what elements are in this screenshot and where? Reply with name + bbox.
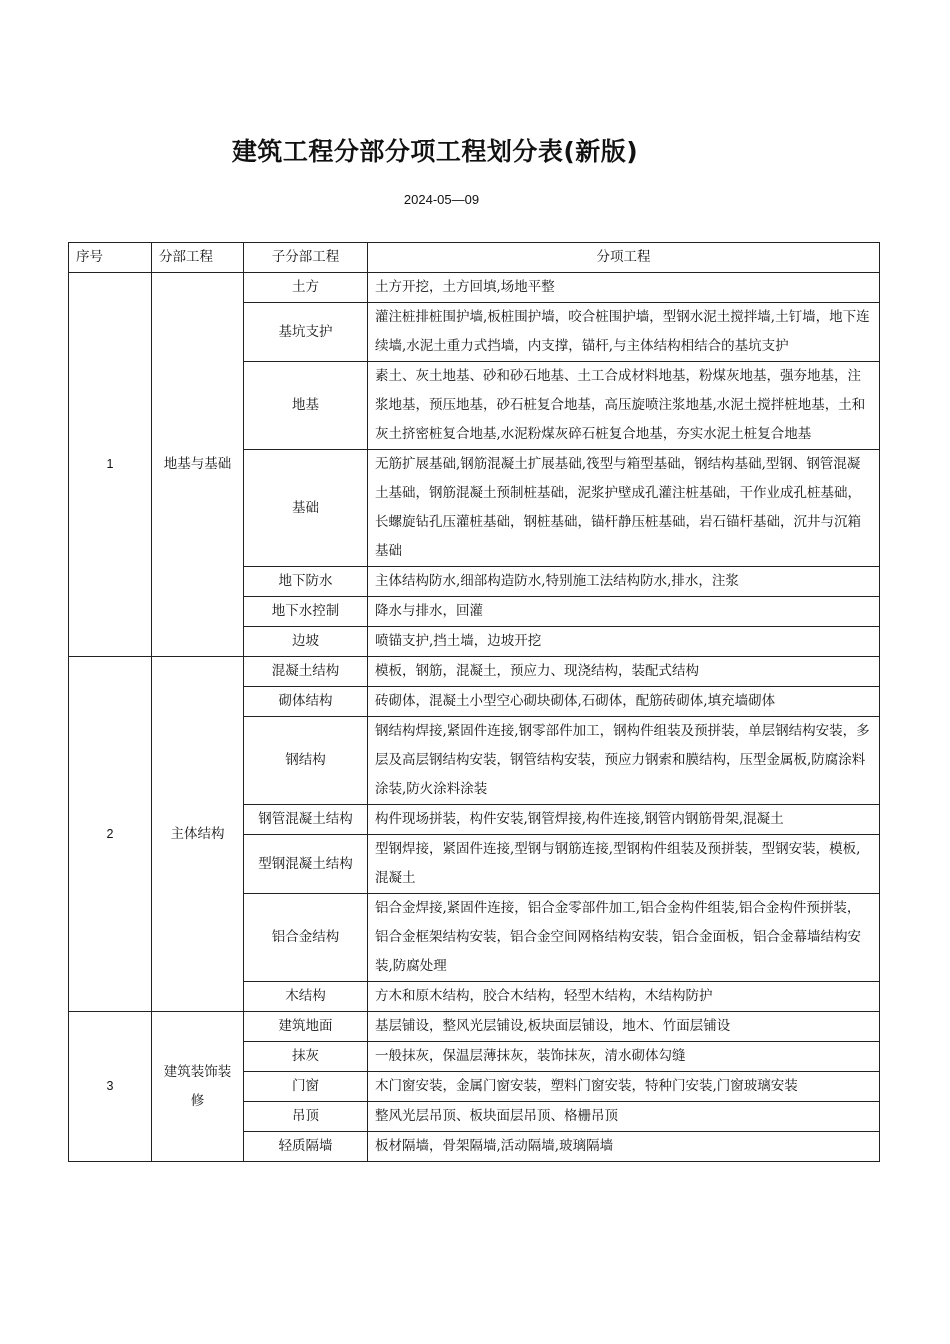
subdivision-cell: 地基 [244,362,368,450]
subdivision-cell: 地下水控制 [244,597,368,627]
items-cell: 方木和原木结构，胶合木结构，轻型木结构，木结构防护 [368,982,880,1012]
items-cell: 灌注桩排桩围护墙,板桩围护墙，咬合桩围护墙，型钢水泥土搅拌墙,土钉墙，地下连续墙,水泥土重力式挡墙，内支撑，锚杆,与主体结构相结合的基坑支护 [368,303,880,362]
subdivision-cell: 基础 [244,450,368,567]
seq-cell: 3 [69,1012,152,1162]
items-cell: 土方开挖，土方回填,场地平整 [368,273,880,303]
items-cell: 素土、灰土地基、砂和砂石地基、土工合成材料地基，粉煤灰地基，强夯地基，注浆地基，预压地基，砂石桩复合地基，高压旋喷注浆地基,水泥土搅拌桩地基，土和灰土挤密桩复合地基,水泥粉煤灰碎石桩复合地基，夯实水泥土桩复合地基 [368,362,880,450]
subdivision-cell: 抹灰 [244,1042,368,1072]
items-cell: 砖砌体，混凝土小型空心砌块砌体,石砌体，配筋砖砌体,填充墙砌体 [368,687,880,717]
subdivision-cell: 钢管混凝土结构 [244,805,368,835]
items-cell: 主体结构防水,细部构造防水,特别施工法结构防水,排水，注浆 [368,567,880,597]
subdivision-cell: 边坡 [244,627,368,657]
items-cell: 钢结构焊接,紧固件连接,钢零部件加工，钢构件组装及预拼装，单层钢结构安装，多层及高层钢结构安装，钢管结构安装，预应力钢索和膜结构，压型金属板,防腐涂料涂装,防火涂料涂装 [368,717,880,805]
subdivision-cell: 混凝土结构 [244,657,368,687]
division-cell: 主体结构 [152,657,244,1012]
subdivision-cell: 吊顶 [244,1102,368,1132]
subdivision-cell: 木结构 [244,982,368,1012]
seq-cell: 1 [69,273,152,657]
subdivision-cell: 基坑支护 [244,303,368,362]
items-cell: 降水与排水，回灌 [368,597,880,627]
header-items: 分项工程 [368,243,880,273]
division-cell: 建筑装饰装修 [152,1012,244,1162]
items-cell: 无筋扩展基础,钢筋混凝土扩展基础,筏型与箱型基础，钢结构基础,型钢、钢管混凝土基础，钢筋混凝土预制桩基础，泥浆护壁成孔灌注桩基础，干作业成孔桩基础，长螺旋钻孔压灌桩基础，钢桩基础，锚杆静压桩基础，岩石锚杆基础，沉井与沉箱基础 [368,450,880,567]
seq-cell: 2 [69,657,152,1012]
header-division: 分部工程 [152,243,244,273]
subdivision-cell: 砌体结构 [244,687,368,717]
items-cell: 整风光层吊顶、板块面层吊顶、格栅吊顶 [368,1102,880,1132]
subdivision-cell: 门窗 [244,1072,368,1102]
items-cell: 基层铺设，整风光层铺设,板块面层铺设，地木、竹面层铺设 [368,1012,880,1042]
table-row [69,273,880,303]
items-cell: 板材隔墙，骨架隔墙,活动隔墙,玻璃隔墙 [368,1132,880,1162]
document-date: 2024-05—09 [403,192,480,207]
division-cell: 地基与基础 [152,273,244,657]
items-cell: 模板，钢筋，混凝土，预应力、现浇结构，装配式结构 [368,657,880,687]
subdivision-cell: 土方 [244,273,368,303]
subdivision-cell: 铝合金结构 [244,894,368,982]
header-subdivision: 子分部工程 [244,243,368,273]
items-cell: 铝合金焊接,紧固件连接，铝合金零部件加工,铝合金构件组装,铝合金构件预拼装，铝合金框架结构安装，铝合金空间网格结构安装，铝合金面板，铝合金幕墙结构安装,防腐处理 [368,894,880,982]
document-title: 建筑工程分部分项工程划分表(新版) [231,137,639,166]
items-cell: 一般抹灰，保温层薄抹灰，装饰抹灰，清水砌体勾缝 [368,1042,880,1072]
items-cell: 构件现场拼装，构件安装,钢管焊接,构件连接,钢管内钢筋骨架,混凝土 [368,805,880,835]
header-seq: 序号 [69,243,152,273]
items-cell: 喷锚支护,挡土墙，边坡开挖 [368,627,880,657]
subdivision-cell: 地下防水 [244,567,368,597]
subdivision-cell: 建筑地面 [244,1012,368,1042]
table-row [69,657,880,687]
table-header-row [69,243,880,273]
subdivision-cell: 轻质隔墙 [244,1132,368,1162]
items-cell: 木门窗安装，金属门窗安装，塑料门窗安装，特种门安装,门窗玻璃安装 [368,1072,880,1102]
table-row [69,1012,880,1042]
division-table [68,242,880,1162]
subdivision-cell: 钢结构 [244,717,368,805]
items-cell: 型钢焊接，紧固件连接,型钢与钢筋连接,型钢构件组装及预拼装，型钢安装，模板,混凝土 [368,835,880,894]
subdivision-cell: 型钢混凝土结构 [244,835,368,894]
